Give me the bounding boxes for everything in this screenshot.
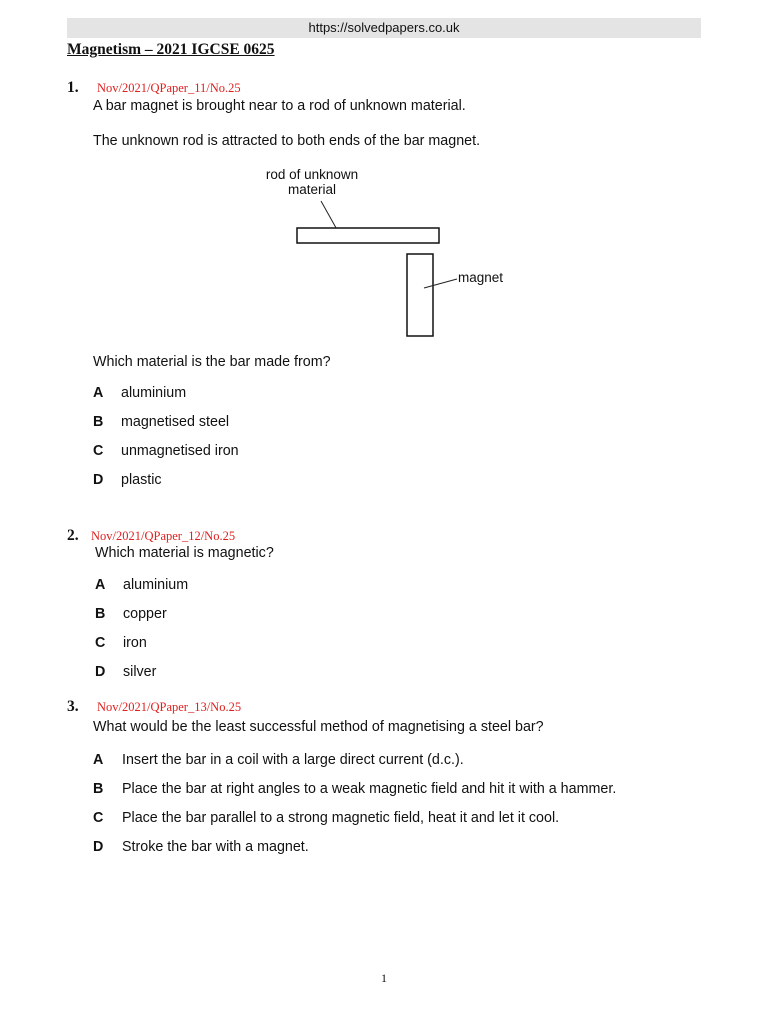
option-text: copper xyxy=(123,606,167,622)
document-title: Magnetism – 2021 IGCSE 0625 xyxy=(67,41,275,58)
option-text: silver xyxy=(123,664,157,680)
question-1-text: A bar magnet is brought near to a rod of unknown material. xyxy=(93,98,466,114)
option-text: Insert the bar in a coil with a large direct current (d.c.). xyxy=(122,752,464,768)
option-letter: B xyxy=(95,606,106,622)
option-letter: C xyxy=(93,443,104,459)
option-letter: D xyxy=(95,664,106,680)
rod-label-line-1: rod of unknown xyxy=(265,167,359,182)
rod-label xyxy=(250,167,374,197)
option-text: aluminium xyxy=(123,577,189,593)
question-1-number: 1. xyxy=(67,79,79,96)
option-text: iron xyxy=(123,635,147,651)
option-text: aluminium xyxy=(121,385,187,401)
option-letter: C xyxy=(93,810,104,826)
question-2-text: Which material is magnetic? xyxy=(95,545,274,561)
option-text: plastic xyxy=(121,472,162,488)
magnet-label: magnet xyxy=(458,270,504,285)
source-url[interactable]: https://solvedpapers.co.uk xyxy=(67,18,701,38)
option-text: Place the bar at right angles to a weak magnetic field and hit it with a hammer. xyxy=(122,781,617,797)
question-1-text-2: The unknown rod is attracted to both ends of the bar magnet. xyxy=(93,133,481,149)
question-2-number: 2. xyxy=(67,527,79,544)
option-letter: A xyxy=(95,577,106,593)
question-3-text: What would be the least successful method of magnetising a steel bar? xyxy=(93,719,544,735)
question-1-prompt: Which material is the bar made from? xyxy=(93,354,331,370)
question-3-reference: Nov/2021/QPaper_13/No.25 xyxy=(97,700,242,714)
option-text: unmagnetised iron xyxy=(121,443,239,459)
question-1-reference: Nov/2021/QPaper_11/No.25 xyxy=(97,81,241,95)
question-2-reference: Nov/2021/QPaper_12/No.25 xyxy=(91,529,236,543)
option-letter: D xyxy=(93,472,104,488)
option-letter: D xyxy=(93,839,104,855)
question-3-number: 3. xyxy=(67,698,79,715)
page-number: 1 xyxy=(381,971,387,985)
option-letter: B xyxy=(93,414,104,430)
option-text: magnetised steel xyxy=(121,414,230,430)
option-letter: B xyxy=(93,781,104,797)
option-letter: A xyxy=(93,752,104,768)
option-letter: C xyxy=(95,635,106,651)
unknown-rod xyxy=(297,228,439,243)
option-text: Place the bar parallel to a strong magnetic field, heat it and let it cool. xyxy=(122,810,560,826)
option-text: Stroke the bar with a magnet. xyxy=(122,839,309,855)
bar-magnet xyxy=(407,254,433,336)
option-letter: A xyxy=(93,385,104,401)
rod-label-line-2: material xyxy=(287,182,336,197)
